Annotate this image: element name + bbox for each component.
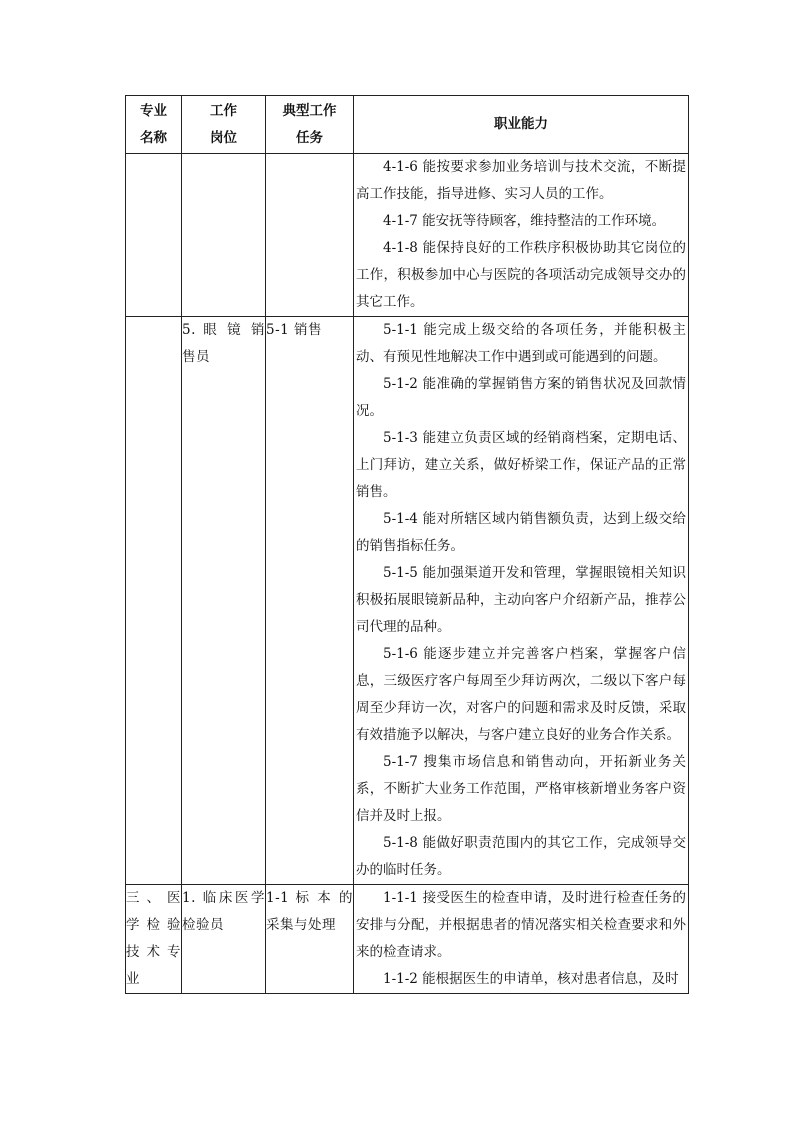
header-major-name bbox=[126, 96, 182, 154]
ability-item: 4-1-6 能按要求参加业务培训与技术交流，不断提高工作技能，指导进修、实习人员的工作。 bbox=[356, 159, 686, 202]
table-header-row bbox=[126, 96, 689, 154]
header-abilities: 职业能力 bbox=[354, 96, 689, 154]
position-text: 1. 临床医学检验员 bbox=[182, 890, 265, 933]
major-cell bbox=[126, 317, 182, 885]
header-typical-task bbox=[266, 96, 354, 154]
header-task-line1: 典型工作 bbox=[282, 102, 337, 119]
abilities-cell bbox=[354, 317, 689, 885]
position-cell bbox=[182, 885, 266, 994]
ability-item: 5-1-8 能做好职责范围内的其它工作，完成领导交办的临时任务。 bbox=[356, 835, 686, 878]
abilities-cell bbox=[354, 154, 689, 317]
header-task-line2: 任务 bbox=[296, 129, 323, 146]
table-row bbox=[126, 317, 689, 885]
ability-item: 5-1-1 能完成上级交给的各项任务，并能积极主动、有预见性地解决工作中遇到或可能遇到的问题。 bbox=[356, 322, 686, 365]
position-cell bbox=[182, 154, 266, 317]
ability-item: 5-1-4 能对所辖区域内销售额负责，达到上级交给的销售指标任务。 bbox=[356, 511, 686, 554]
position-text: 5. 眼 镜 销 售员 bbox=[182, 322, 265, 365]
major-cell bbox=[126, 885, 182, 994]
header-position-line1: 工作 bbox=[210, 102, 237, 119]
header-position bbox=[182, 96, 266, 154]
ability-item: 4-1-7 能安抚等待顾客，维持整洁的工作环境。 bbox=[383, 213, 666, 229]
ability-item: 4-1-8 能保持良好的工作秩序积极协助其它岗位的工作，积极参加中心与医院的各项活动完成领导交办的其它工作。 bbox=[356, 240, 686, 310]
occupational-ability-table bbox=[125, 95, 689, 994]
task-cell bbox=[266, 885, 354, 994]
position-cell bbox=[182, 317, 266, 885]
ability-item: 5-1-5 能加强渠道开发和管理，掌握眼镜相关知识积极拓展眼镜新品种，主动向客户介绍新产品，推荐公司代理的品种。 bbox=[356, 565, 686, 635]
header-major-line2: 名称 bbox=[140, 129, 167, 146]
header-major-line1: 专业 bbox=[140, 102, 167, 119]
header-position-line2: 岗位 bbox=[210, 129, 237, 146]
major-text: 三、医学检验技术专业 bbox=[126, 890, 181, 987]
ability-item: 5-1-2 能准确的掌握销售方案的销售状况及回款情况。 bbox=[356, 376, 686, 419]
ability-item: 1-1-2 能根据医生的申请单，核对患者信息，及时 bbox=[383, 971, 679, 987]
table-row bbox=[126, 885, 689, 994]
ability-item: 5-1-7 搜集市场信息和销售动向，开拓新业务关系，不断扩大业务工作范围，严格审核新增业务客户资信并及时上报。 bbox=[356, 754, 686, 824]
task-cell bbox=[266, 154, 354, 317]
ability-item: 1-1-1 接受医生的检查申请，及时进行检查任务的安排与分配，并根据患者的情况落实相关检查要求和外来的检查请求。 bbox=[356, 890, 686, 960]
task-text: 5-1 销售 bbox=[266, 322, 323, 338]
table-row bbox=[126, 154, 689, 317]
abilities-cell bbox=[354, 885, 689, 994]
ability-item: 5-1-3 能建立负责区域的经销商档案，定期电话、上门拜访，建立关系，做好桥梁工作，保证产品的正常销售。 bbox=[356, 430, 686, 500]
ability-item: 5-1-6 能逐步建立并完善客户档案，掌握客户信息，三级医疗客户每周至少拜访两次，二级以下客户每周至少拜访一次，对客户的问题和需求及时反馈，采取有效措施予以解决，与客户建立良好的业务合作关系。 bbox=[356, 646, 686, 743]
major-cell bbox=[126, 154, 182, 317]
task-text: 1-1 标 本 的采集与处理 bbox=[266, 890, 353, 933]
task-cell bbox=[266, 317, 354, 885]
